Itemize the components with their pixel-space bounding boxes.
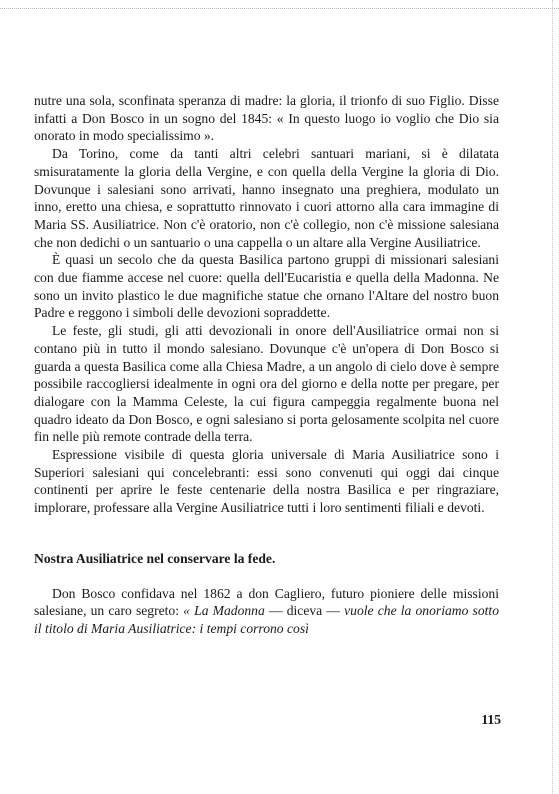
quote-speech-tag: — diceva — bbox=[264, 603, 345, 619]
page-number: 115 bbox=[481, 712, 501, 727]
paragraph-1: nutre una sola, sconfinata speranza di madre: la gloria, il trionfo di suo Figlio. Disse infatti a Don Bosco in un sogno del 1845: « In questo luogo io voglio che Dio sia onorato in modo specialissimo ». bbox=[34, 93, 499, 144]
section-heading: Nostra Ausiliatrice nel conservare la fede. bbox=[34, 550, 276, 566]
paragraph-3: È quasi un secolo che da questa Basilica partono gruppi di missionari salesiani con due fiamme accese nel cuore: quella dell'Eucaristia e quella della Madonna. Ne sono un invito plastico le due magnifiche statue che ornano l'Altare del nostro buon Padre e reggono i simboli delle devozioni sopraddette. bbox=[34, 252, 499, 321]
page-top-edge bbox=[0, 8, 559, 9]
section-paragraph bbox=[34, 585, 499, 638]
paragraph-5: Espressione visibile di questa gloria universale di Maria Ausiliatrice sono i Superiori salesiani qui concelebranti: essi sono convenuti qui oggi dai cinque continenti per aprire le feste centenarie della nostra Basilica e per ringraziare, implorare, professare alla Vergine Ausiliatrice tutti i loro sentimenti filiali e devoti. bbox=[34, 447, 499, 516]
paragraph-4: Le feste, gli studi, gli atti devozionali in onore dell'Ausiliatrice ormai non si contano più in tutto il mondo salesiano. Dovunque c'è un'opera di Don Bosco si guarda a questa Basilica come alla Chiesa Madre, a un angolo di cielo dove è sempre possibile raccogliersi idealmente in ogni ora del giorno e della notte per pregare, per dialogare con la Mamma Celeste, la cui figura campeggia regalmente buona nel quadro ideato da Don Bosco, e ogni salesiano si porta gelosamente scolpita nel cuore fin nelle più remote contrade della terra. bbox=[34, 323, 499, 445]
page-body bbox=[34, 92, 499, 638]
section-intro-text: Don Bosco confidava nel 1862 a don Cagliero, futuro pioniere delle missioni salesiane, un caro segreto: bbox=[34, 585, 499, 619]
page-right-edge bbox=[552, 0, 553, 794]
quote-text-start: « La Madonna bbox=[183, 603, 265, 619]
quote-text-continuation: vuole che la onoriamo sotto il titolo di Maria Ausiliatrice: i tempi corrono così bbox=[34, 603, 499, 636]
paragraph-2: Da Torino, come da tanti altri celebri santuari mariani, si è dilatata smisuratamente la gloria della Vergine, e con quella della Vergine la gloria di Dio. Dovunque i salesiani sono arrivati, hanno insegnato una preghiera, modulato un inno, eretto una chiesa, e soprattutto rinnovato i cuori attorno alla cara immagine di Maria SS. Ausiliatrice. Non c'è oratorio, non c'è collegio, non c'è missione salesiana che non dedichi o un santuario o una cappella o un altare alla Vergine Ausiliatrice. bbox=[34, 146, 499, 250]
